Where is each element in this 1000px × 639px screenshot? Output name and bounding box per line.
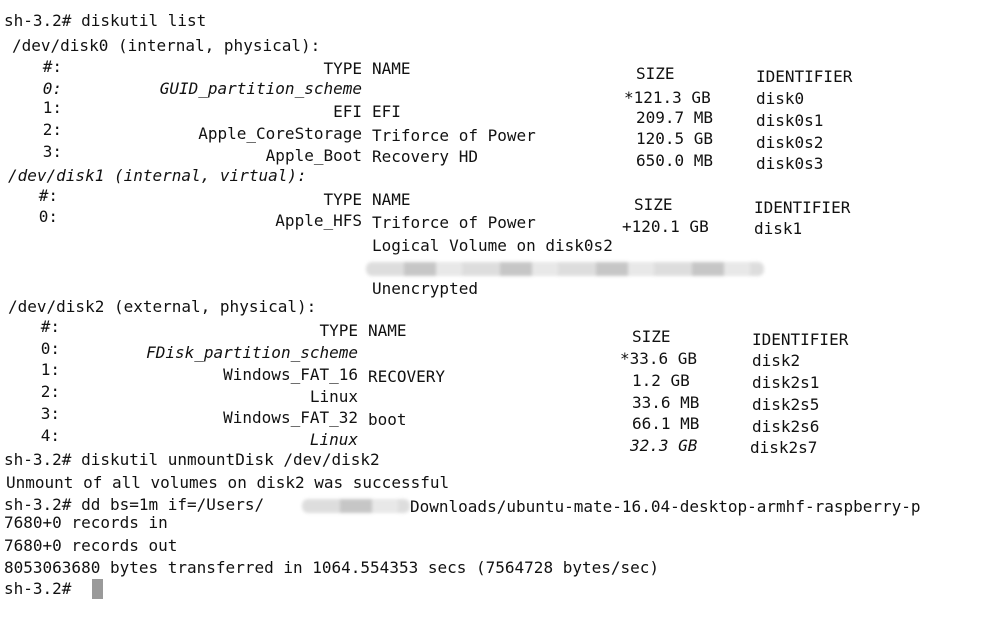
partition-size: 1.2 GB (632, 371, 690, 390)
partition-num: 2: (40, 382, 60, 401)
command-line-continued: Downloads/ubuntu-mate-16.04-desktop-armhf-raspberry-p (410, 497, 921, 516)
partition-size: 32.3 GB (630, 436, 698, 455)
partition-type: Apple_Boot (265, 146, 362, 165)
volume-info: Logical Volume on disk0s2 (372, 236, 613, 255)
header-name: NAME (372, 190, 411, 209)
partition-identifier: disk2s7 (750, 438, 818, 457)
partition-identifier: disk2 (752, 351, 801, 370)
partition-size: 33.6 MB (632, 393, 700, 412)
command-output: 7680+0 records out (4, 536, 178, 555)
partition-num: 0: (38, 207, 58, 226)
header-identifier: IDENTIFIER (756, 67, 853, 86)
partition-num: 1: (42, 98, 62, 117)
text-cursor[interactable] (92, 579, 103, 599)
partition-identifier: disk0s3 (756, 154, 824, 173)
header-num: #: (38, 186, 58, 205)
partition-name: EFI (372, 102, 401, 121)
header-size: SIZE (636, 64, 675, 83)
partition-num: 2: (42, 120, 62, 139)
disk-title: /dev/disk1 (internal, virtual): (8, 166, 307, 185)
partition-num: 4: (40, 426, 60, 445)
partition-size: *121.3 GB (624, 88, 711, 107)
partition-name: Triforce of Power (372, 213, 536, 232)
partition-size: 120.5 GB (636, 129, 714, 148)
partition-identifier: disk0 (756, 89, 805, 108)
partition-identifier: disk1 (754, 219, 803, 238)
partition-type: GUID_partition_scheme (159, 79, 362, 98)
partition-num: 0: (40, 339, 60, 358)
partition-identifier: disk2s6 (752, 417, 820, 436)
partition-size: 66.1 MB (632, 414, 700, 433)
partition-type: Windows_FAT_16 (223, 365, 358, 384)
partition-type: Linux (309, 430, 358, 449)
partition-size: 209.7 MB (636, 108, 714, 127)
command-output: 8053063680 bytes transferred in 1064.554353 secs (7564728 bytes/sec) (4, 558, 660, 577)
partition-identifier: disk0s2 (756, 133, 824, 152)
partition-num: 0: (42, 79, 62, 98)
header-identifier: IDENTIFIER (752, 330, 849, 349)
header-size: SIZE (632, 327, 671, 346)
partition-size: 650.0 MB (636, 151, 714, 170)
partition-type: Windows_FAT_32 (223, 408, 358, 427)
header-num: #: (42, 57, 62, 76)
partition-type: FDisk_partition_scheme (146, 343, 358, 362)
header-name: NAME (368, 321, 407, 340)
command-line: sh-3.2# diskutil list (4, 11, 207, 30)
partition-name: boot (368, 410, 407, 429)
partition-identifier: disk2s5 (752, 395, 820, 414)
header-type: TYPE (319, 321, 358, 340)
partition-type: Apple_HFS (275, 211, 362, 230)
partition-type: EFI (333, 102, 362, 121)
command-line: sh-3.2# diskutil unmountDisk /dev/disk2 (4, 450, 380, 469)
partition-num: 3: (40, 404, 60, 423)
header-num: #: (40, 317, 60, 336)
command-line: sh-3.2# dd bs=1m if=/Users/ (4, 495, 265, 514)
redacted-username (302, 499, 410, 513)
partition-name: RECOVERY (368, 367, 446, 386)
partition-num: 3: (42, 142, 62, 161)
partition-type: Linux (309, 387, 358, 406)
command-output: 7680+0 records in (4, 513, 168, 532)
partition-identifier: disk0s1 (756, 111, 824, 130)
header-type: TYPE (323, 190, 362, 209)
shell-prompt: sh-3.2# (4, 579, 72, 598)
partition-num: 1: (40, 360, 60, 379)
partition-identifier: disk2s1 (752, 373, 820, 392)
volume-info: Unencrypted (372, 279, 478, 298)
header-identifier: IDENTIFIER (754, 198, 851, 217)
command-output: Unmount of all volumes on disk2 was successful (6, 473, 450, 492)
header-name: NAME (372, 59, 411, 78)
disk-title: /dev/disk2 (external, physical): (8, 297, 317, 316)
partition-name: Triforce of Power (372, 126, 536, 145)
header-type: TYPE (323, 59, 362, 78)
partition-type: Apple_CoreStorage (198, 124, 362, 143)
redacted-uuid (366, 262, 764, 276)
partition-size: *33.6 GB (620, 349, 698, 368)
disk-title: /dev/disk0 (internal, physical): (12, 36, 321, 55)
partition-name: Recovery HD (372, 147, 478, 166)
header-size: SIZE (634, 195, 673, 214)
partition-size: +120.1 GB (622, 217, 709, 236)
